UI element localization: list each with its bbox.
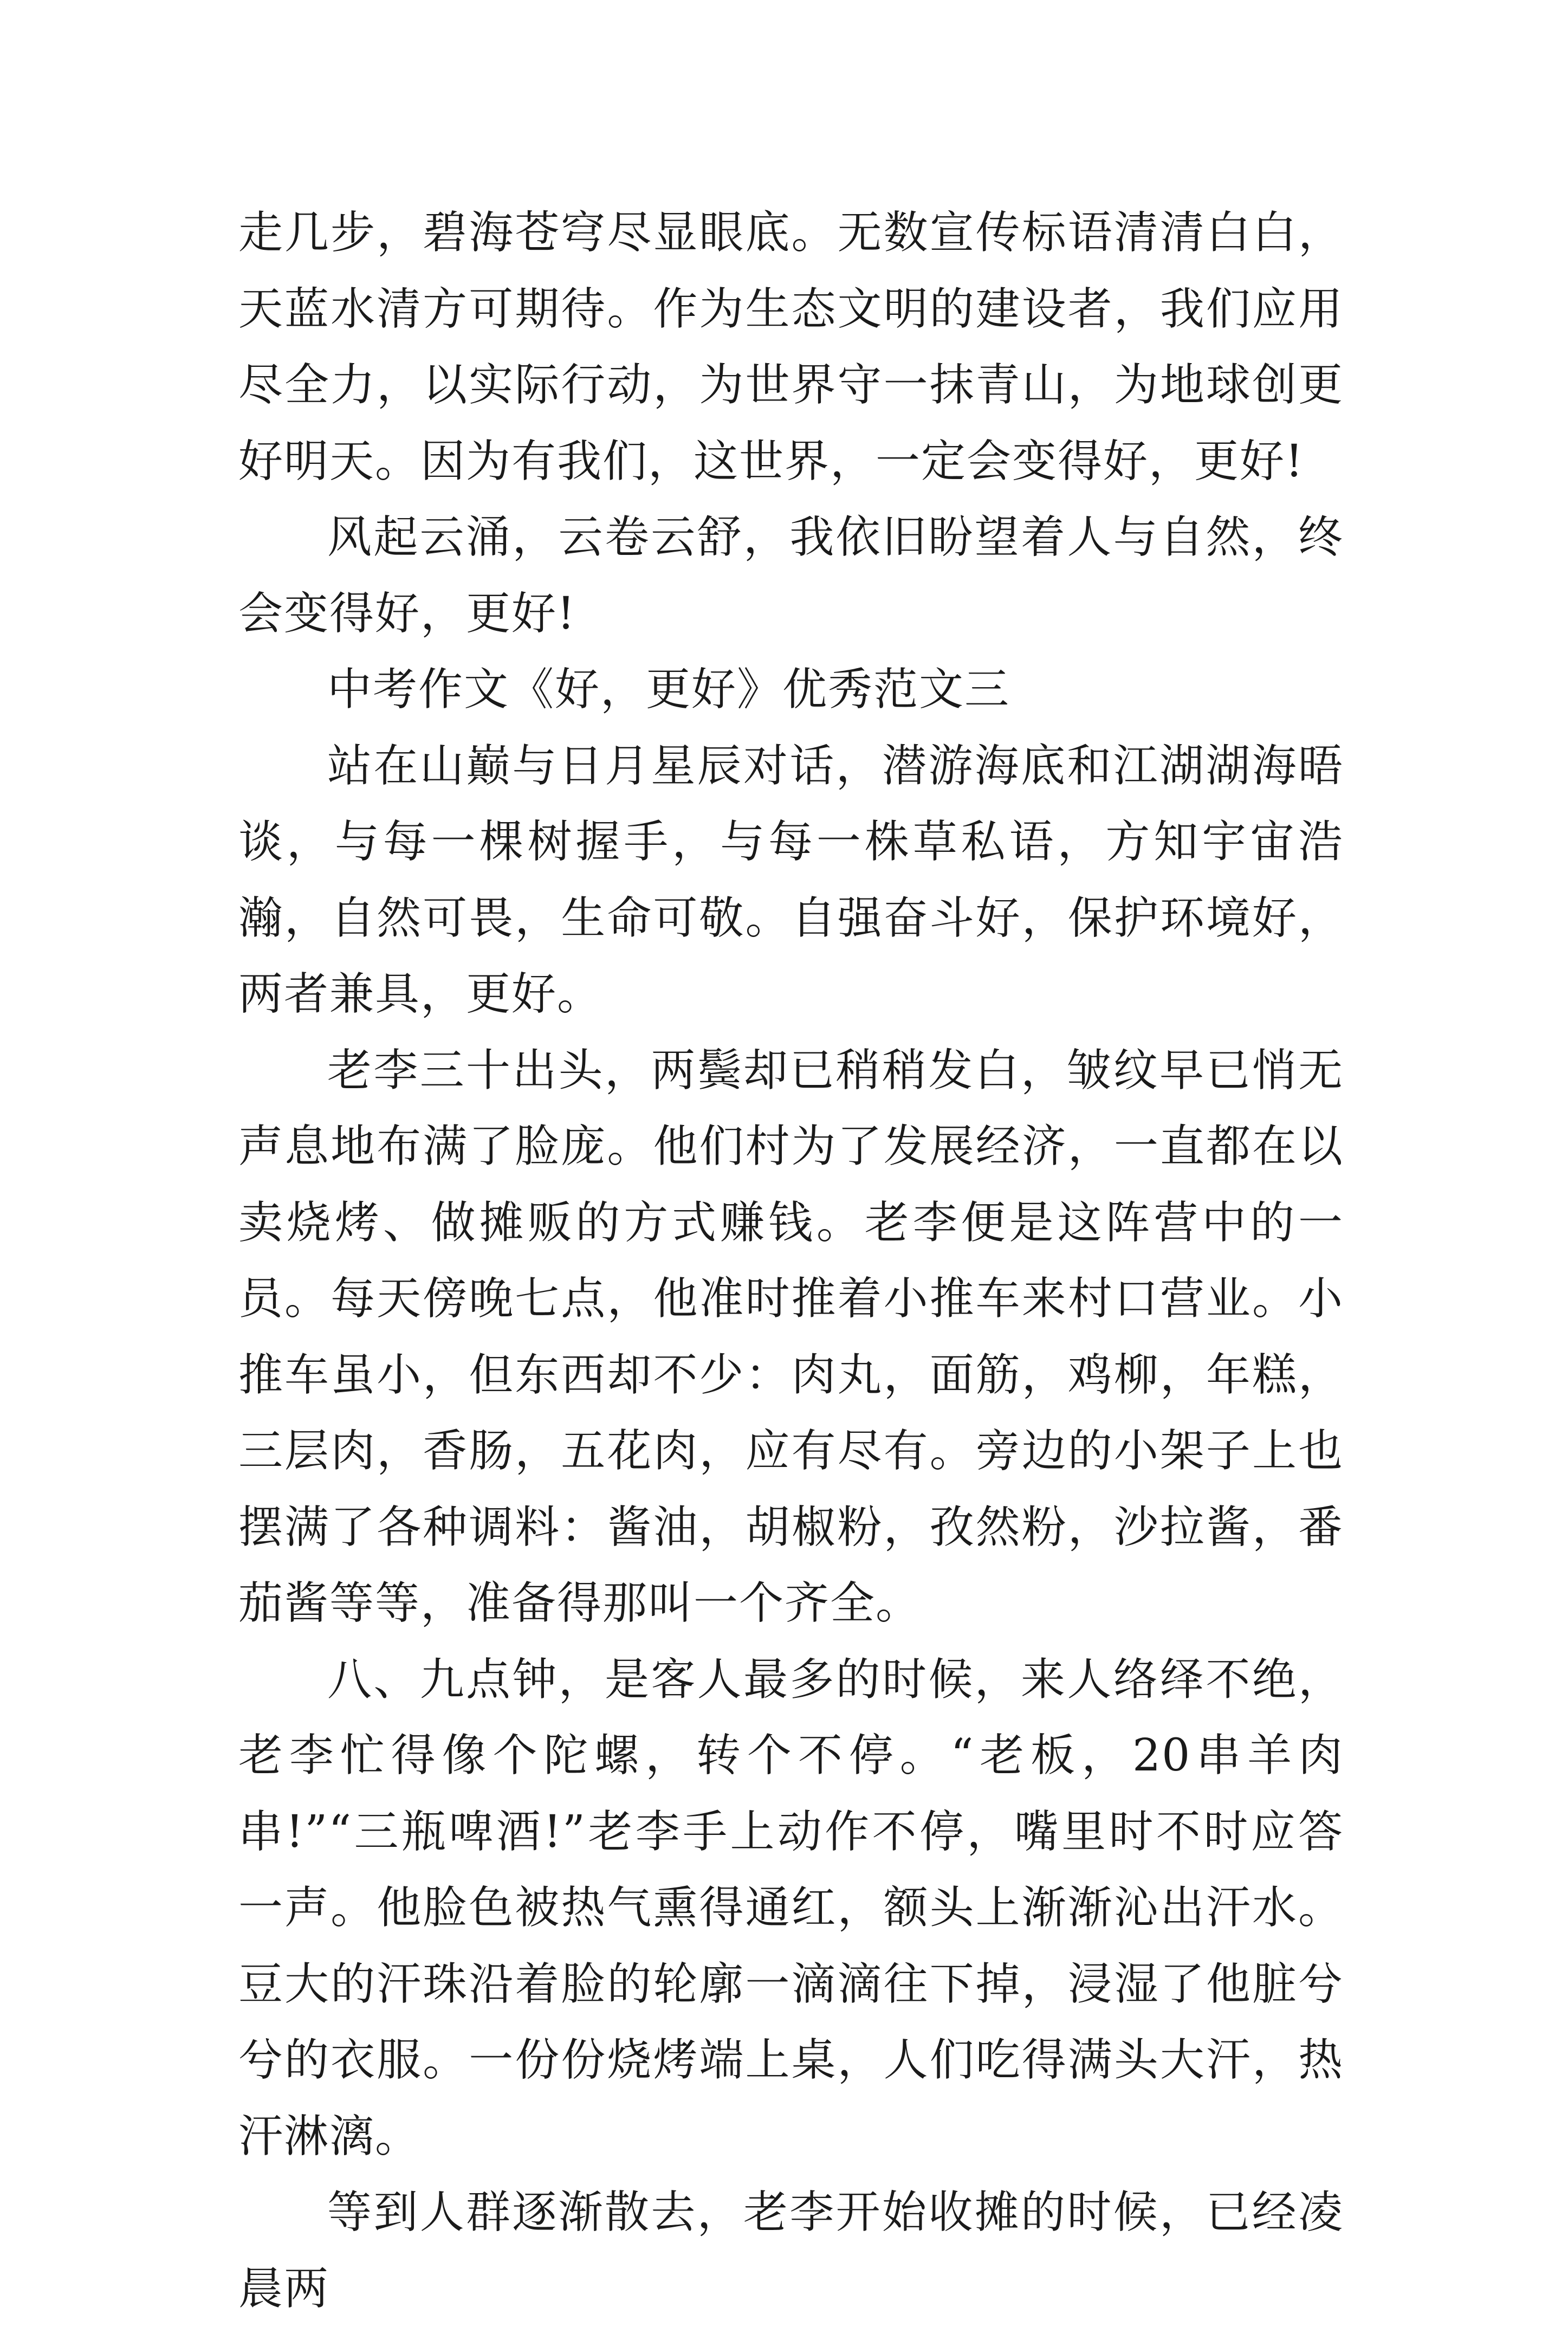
paragraph-1: 走几步，碧海苍穹尽显眼底。无数宣传标语清清白白，天蓝水清方可期待。作为生态文明的建设者，我们应用尽全力，以实际行动，为世界守一抹青山，为地球创更好明天。因为有我们，这世界，一定会变得好，更好!: [238, 207, 1344, 487]
section-heading: 中考作文《好，更好》优秀范文三: [327, 664, 1010, 715]
paragraph-5: 老李三十出头，两鬓却已稍稍发白，皱纹早已悄无声息地布满了脸庞。他们村为了发展经济，一直都在以卖烧烤、做摊贩的方式赚钱。老李便是这阵营中的一员。每天傍晚七点，他准时推着小推车来村口营业。小推车虽小，但东西却不少：肉丸，面筋，鸡柳，年糕，三层肉，香肠，五花肉，应有尽有。旁边的小架子上也摆满了各种调料：酱油，胡椒粉，孜然粉，沙拉酱，番茄酱等等，准备得那叫一个齐全。: [238, 1044, 1344, 1629]
document-body: [238, 195, 1344, 2327]
paragraph-2: 风起云涌，云卷云舒，我依旧盼望着人与自然，终会变得好，更好!: [238, 512, 1344, 639]
paragraph-7: 等到人群逐渐散去，老李开始收摊的时候，已经凌晨两: [238, 2187, 1344, 2315]
paragraph-6: 八、九点钟，是客人最多的时候，来人络绎不绝，老李忙得像个陀螺，转个不停。“老板，20串羊肉串!”“三瓶啤酒!”老李手上动作不停，嘴里时不时应答一声。他脸色被热气熏得通红，额头上渐渐沁出汗水。豆大的汗珠沿着脸的轮廓一滴滴往下掉，浸湿了他脏兮兮的衣服。一份份烧烤端上桌，人们吃得满头大汗，热汗淋漓。: [238, 1653, 1344, 2162]
paragraph-4: 站在山巅与日月星辰对话，潜游海底和江湖湖海晤谈，与每一棵树握手，与每一株草私语，方知宇宙浩瀚，自然可畏，生命可敬。自强奋斗好，保护环境好，两者兼具，更好。: [238, 740, 1344, 1020]
